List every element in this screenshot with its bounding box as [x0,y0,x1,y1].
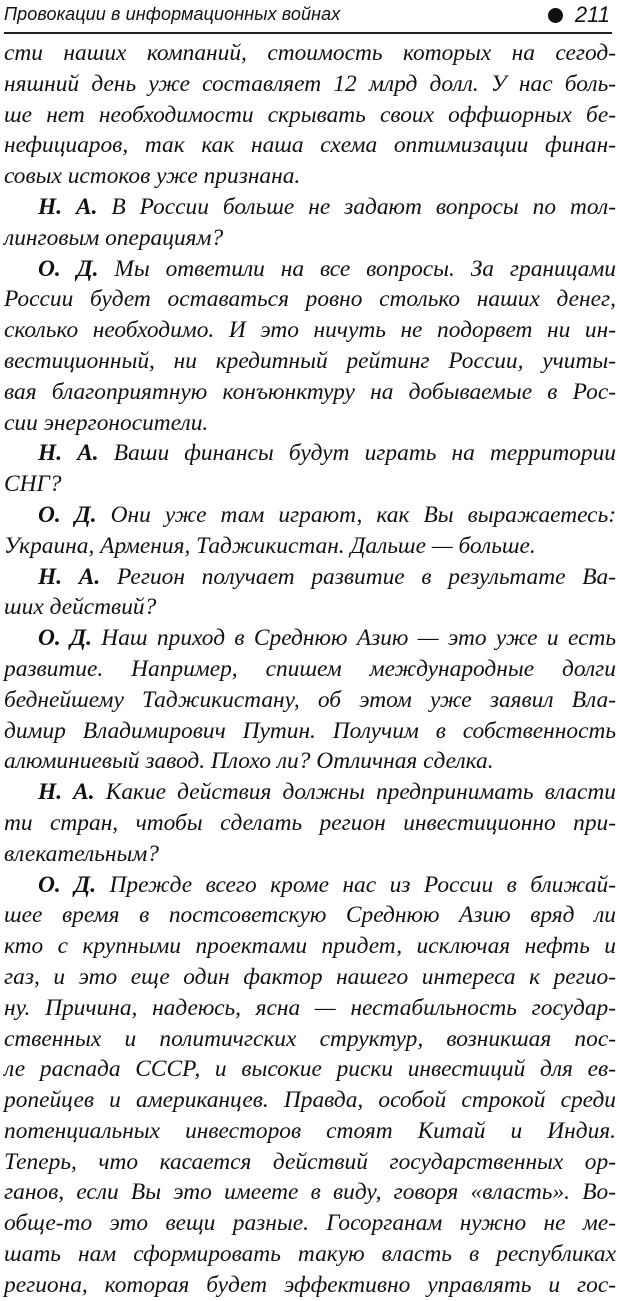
text-line [4,254,616,285]
text-line [4,870,616,901]
text-line [4,654,616,685]
text-line [4,346,616,377]
text-line [4,500,616,531]
speaker-label: Н. А. [38,779,95,806]
line-text: Наш приход в Среднюю Азию — это уже и есть [91,625,616,652]
text-line [4,69,616,100]
text-line [4,408,616,439]
line-text: совых истоков уже признана. [4,163,301,190]
line-text: обще-то это вещи разные. Госорганам нужно не ме- [4,1210,616,1237]
text-line [4,1085,616,1116]
speaker-label: О. Д. [38,501,97,528]
line-text: шее время в постсоветскую Среднюю Азию вряд ли [4,902,616,929]
line-text: Какие действия должны предпринимать власти [94,779,616,806]
line-text: Украина, Армения, Таджикистан. Дальше — больше. [4,532,536,559]
text-line [4,685,616,716]
line-text: России будет оставаться ровно столько наших денег, [4,286,616,313]
text-line [4,931,616,962]
running-header [4,2,612,34]
text-line [4,1116,616,1147]
line-text: ганов, если Вы это имеете в виду, говоря «власть». Во- [4,1179,616,1206]
line-text: региона, которая будет эффективно управлять и гос- [4,1271,616,1298]
text-line [4,962,616,993]
text-line [4,531,616,562]
text-line [4,716,616,747]
text-line [4,284,616,315]
speaker-label: Н. А. [38,193,98,220]
line-text: кто с крупными проектами придет, исключая нефть и [4,933,616,960]
line-text: развитие. Например, спишем международные долги [4,655,616,682]
line-text: СНГ? [4,471,62,498]
line-text: ле распада СССР, и высокие риски инвестиций для ев- [4,1056,616,1083]
text-line [4,130,616,161]
line-text: влекательным? [4,840,159,867]
text-line [4,223,616,254]
page-number-group [548,2,610,28]
text-line [4,192,616,223]
line-text: Ваши финансы будут играть на территории [98,440,617,467]
line-text: вая благоприятную конъюнктуру на добываемые в Рос- [4,378,616,405]
running-title: Провокации в информационных войнах [4,4,341,24]
text-line [4,100,616,131]
text-line [4,38,616,69]
speaker-label: О. Д. [38,871,97,898]
speaker-label: Н. А. [38,563,101,590]
text-line [4,1270,616,1301]
speaker-label: Н. А. [38,440,99,467]
text-line [4,1239,616,1270]
text-line [4,808,616,839]
text-line [4,839,616,870]
line-text: Теперь, что касается действий государственных ор- [4,1148,616,1175]
line-text: сти наших компаний, стоимость которых на сегод- [4,40,616,66]
text-line [4,900,616,931]
text-line [4,1208,616,1239]
line-text: сии энергоносители. [4,409,209,436]
speaker-label: О. Д. [38,625,92,652]
line-text: ти стран, чтобы сделать регион инвестиционно при- [4,809,616,836]
line-text: алюминиевый завод. Плохо ли? Отличная сделка. [4,748,494,775]
text-line [4,1024,616,1055]
text-line [4,592,616,623]
text-line [4,623,616,654]
line-text: няшний день уже составляет 12 млрд долл. У нас боль- [4,70,616,97]
line-text: линговым операциям? [4,224,224,251]
line-text: Прежде всего кроме нас из России в ближай- [96,871,616,898]
line-text: Они уже там играют, как Вы выражаетесь: [96,501,616,528]
text-line [4,315,616,346]
line-text: Регион получает развитие в результате Ва- [100,563,616,590]
text-line [4,746,616,777]
line-text: шать нам сформировать такую власть в республиках [4,1241,616,1268]
text-line [4,469,616,500]
line-text: ну. Причина, надеюсь, ясна — нестабильность государ- [4,994,616,1021]
line-text: ших действий? [4,594,157,621]
text-line [4,377,616,408]
text-line [4,777,616,808]
text-line [4,1177,616,1208]
line-text: сколько необходимо. И это ничуть не подорвет ни ин- [4,317,616,344]
line-text: В России больше не задают вопросы по тол- [97,193,616,220]
line-text: ственных и политичгских структур, возникшая пос- [4,1025,616,1052]
line-text: Мы ответили на все вопросы. За границами [98,255,616,282]
text-line [4,161,616,192]
page-number: 211 [574,2,610,27]
text-line [4,562,616,593]
line-text: газ, и это еще один фактор нашего интереса к регио- [4,963,616,990]
text-line [4,1147,616,1178]
text-line [4,438,616,469]
text-line [4,993,616,1024]
body-text [4,38,616,1301]
line-text: потенциальных инвесторов стоят Китай и Индия. [4,1117,616,1144]
text-line [4,1054,616,1085]
speaker-label: О. Д. [38,255,99,282]
bullet-dot-icon [548,8,563,23]
line-text: димир Владимирович Путин. Получим в собственность [4,717,616,744]
line-text: ропейцев и американцев. Правда, особой строкой среди [4,1087,616,1114]
line-text: ше нет необходимости скрывать своих оффшорных бе- [4,101,616,128]
line-text: нефициаров, так как наша схема оптимизации финан- [4,132,616,159]
line-text: вестиционный, ни кредитный рейтинг России, учиты- [4,347,616,374]
line-text: беднейшему Таджикистану, об этом уже заявил Вла- [4,686,616,713]
